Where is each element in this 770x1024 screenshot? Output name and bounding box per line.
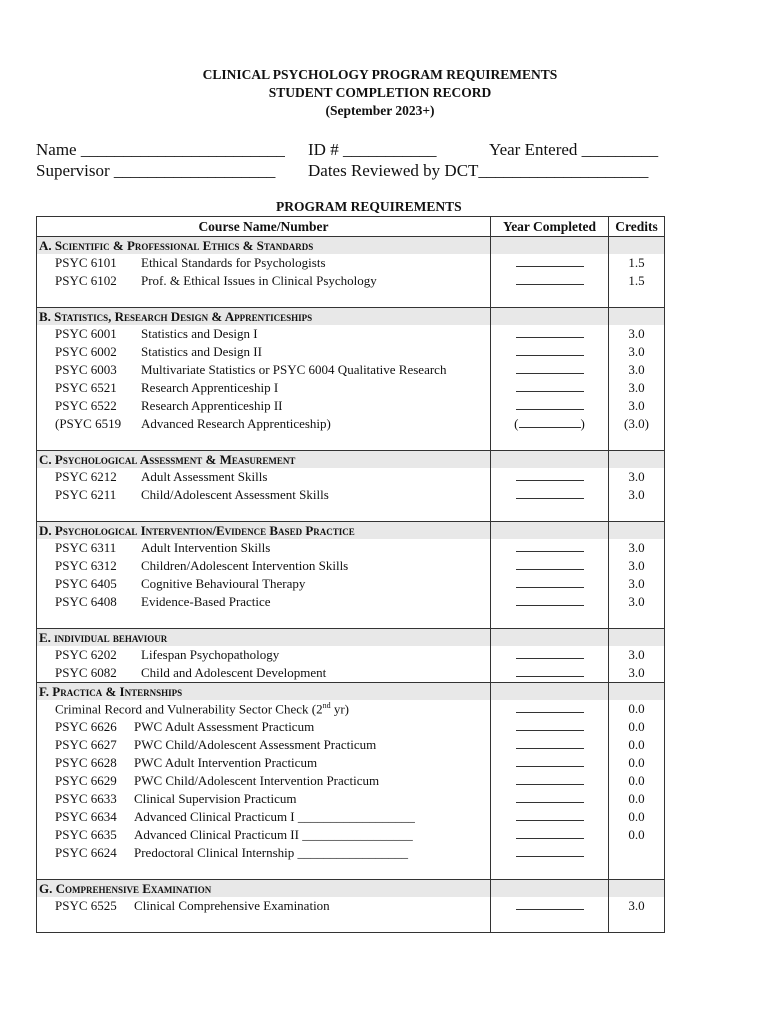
- form-title: CLINICAL PSYCHOLOGY PROGRAM REQUIREMENTS: [202, 67, 558, 82]
- table-row: [37, 379, 665, 397]
- course-name: PWC Child/Adolescent Intervention Practicum: [134, 773, 380, 788]
- section-b-header: [37, 308, 665, 326]
- table-row: [37, 397, 665, 415]
- year-completed-blank[interactable]: [516, 344, 584, 356]
- course-name: Statistics and Design I: [141, 326, 258, 341]
- course-code: PSYC 6082: [55, 665, 117, 680]
- credits-value: 3.0: [609, 325, 665, 343]
- section-title: F. Practica & Internships: [37, 683, 491, 701]
- course-name: Advanced Clinical Practicum II _________________: [134, 827, 413, 842]
- credits-column-header: Credits: [609, 217, 665, 237]
- course-code: PSYC 6312: [55, 558, 117, 573]
- table-row: [37, 736, 665, 754]
- program-requirements-heading: PROGRAM REQUIREMENTS: [276, 199, 462, 214]
- course-code: PSYC 6627: [55, 737, 117, 752]
- year-completed-blank[interactable]: [516, 845, 584, 857]
- table-row: [37, 664, 665, 683]
- course-code: PSYC 6633: [55, 791, 117, 806]
- section-g-header: [37, 880, 665, 898]
- section-f-header: [37, 683, 665, 701]
- credits-value: 0.0: [609, 826, 665, 844]
- form-date-range: (September 2023+): [325, 103, 435, 118]
- credits-value: 3.0: [609, 646, 665, 664]
- table-row: [37, 468, 665, 486]
- course-name: Research Apprenticeship II: [141, 398, 283, 413]
- course-code: (PSYC 6519: [55, 416, 122, 431]
- section-a-header: [37, 237, 665, 255]
- year-completed-blank[interactable]: [516, 362, 584, 374]
- section-d-header: [37, 522, 665, 540]
- credits-value: 0.0: [609, 754, 665, 772]
- section-title: D. Psychological Intervention/Evidence Based Practice: [37, 522, 491, 540]
- course-name: Cognitive Behavioural Therapy: [141, 576, 306, 591]
- table-row: [37, 700, 665, 718]
- year-completed-blank[interactable]: [516, 773, 584, 785]
- course-code: PSYC 6211: [55, 487, 117, 502]
- course-code: PSYC 6525: [55, 898, 117, 913]
- year-completed-blank[interactable]: [516, 809, 584, 821]
- year-completed-blank[interactable]: [516, 576, 584, 588]
- criminal-check-year: yr): [330, 701, 350, 717]
- credits-value: 3.0: [609, 575, 665, 593]
- course-name: Prof. & Ethical Issues in Clinical Psychology: [141, 273, 377, 288]
- credits-value: 0.0: [609, 808, 665, 826]
- course-code: PSYC 6624: [55, 845, 117, 860]
- requirements-table: [36, 216, 665, 933]
- table-row: [37, 897, 665, 915]
- credits-value: [609, 844, 665, 862]
- course-code: PSYC 6102: [55, 273, 117, 288]
- table-row: [37, 754, 665, 772]
- course-name: PWC Adult Assessment Practicum: [134, 719, 315, 734]
- open-paren: (: [514, 416, 519, 431]
- table-row: [37, 361, 665, 379]
- close-paren: ): [580, 416, 585, 431]
- course-code: PSYC 6408: [55, 594, 117, 609]
- credits-value: 3.0: [609, 379, 665, 397]
- credits-value: 3.0: [609, 397, 665, 415]
- credits-value: 3.0: [609, 486, 665, 504]
- table-row: [37, 772, 665, 790]
- table-row: [37, 575, 665, 593]
- course-name: Lifespan Psychopathology: [141, 647, 280, 662]
- course-name: Advanced Research Apprenticeship): [141, 416, 331, 431]
- year-column-header: Year Completed: [491, 217, 609, 237]
- year-entered-field[interactable]: Year Entered _________: [489, 140, 659, 159]
- section-title: B. Statistics, Research Design & Apprenticeships: [37, 308, 491, 326]
- course-code: PSYC 6002: [55, 344, 117, 359]
- course-code: PSYC 6212: [55, 469, 117, 484]
- course-name: PWC Child/Adolescent Assessment Practicum: [134, 737, 377, 752]
- course-name: Multivariate Statistics or PSYC 6004 Qualitative Research: [141, 362, 447, 377]
- credits-value: 3.0: [609, 468, 665, 486]
- course-name: Advanced Clinical Practicum I __________________: [134, 809, 415, 824]
- year-completed-blank[interactable]: [516, 273, 584, 285]
- course-code: PSYC 6522: [55, 398, 117, 413]
- year-completed-blank[interactable]: [516, 719, 584, 731]
- course-name: Research Apprenticeship I: [141, 380, 279, 395]
- year-completed-blank[interactable]: [516, 791, 584, 803]
- year-completed-blank[interactable]: [516, 647, 584, 659]
- course-code: PSYC 6003: [55, 362, 117, 377]
- year-completed-blank[interactable]: [519, 416, 581, 428]
- course-name: Child and Adolescent Development: [141, 665, 327, 680]
- credits-value: 3.0: [609, 664, 665, 683]
- course-code: PSYC 6101: [55, 255, 117, 270]
- credits-value: 1.5: [609, 272, 665, 290]
- course-column-header: Course Name/Number: [37, 217, 491, 237]
- table-row: [37, 826, 665, 844]
- year-completed-blank[interactable]: [516, 558, 584, 570]
- course-code: PSYC 6628: [55, 755, 117, 770]
- credits-value: (3.0): [609, 415, 665, 433]
- credits-value: 0.0: [609, 790, 665, 808]
- course-name: Children/Adolescent Intervention Skills: [141, 558, 349, 573]
- course-code: PSYC 6634: [55, 809, 117, 824]
- credits-value: 3.0: [609, 343, 665, 361]
- course-name: Statistics and Design II: [141, 344, 262, 359]
- section-title: A. Scientific & Professional Ethics & Standards: [37, 237, 491, 255]
- credits-value: 0.0: [609, 736, 665, 754]
- section-title: G. Comprehensive Examination: [37, 880, 491, 898]
- id-field[interactable]: ID # ___________: [308, 140, 437, 159]
- name-field[interactable]: Name ________________________: [36, 140, 285, 159]
- credits-value: 3.0: [609, 593, 665, 611]
- year-completed-blank[interactable]: [516, 487, 584, 499]
- year-completed-blank[interactable]: [516, 398, 584, 410]
- year-completed-blank[interactable]: [516, 380, 584, 392]
- year-completed-blank[interactable]: [516, 755, 584, 767]
- year-completed-blank[interactable]: [516, 665, 584, 677]
- criminal-check-label: Criminal Record and Vulnerability Sector Check (2: [55, 701, 323, 717]
- credits-value: 0.0: [609, 772, 665, 790]
- course-name: Adult Intervention Skills: [141, 540, 271, 555]
- table-header-row: [37, 217, 665, 237]
- section-e-header: [37, 629, 665, 647]
- year-completed-blank[interactable]: [516, 540, 584, 552]
- credits-value: 3.0: [609, 897, 665, 915]
- section-c-header: [37, 451, 665, 469]
- year-completed-blank[interactable]: [516, 469, 584, 481]
- course-code: PSYC 6311: [55, 540, 117, 555]
- course-name: Adult Assessment Skills: [141, 469, 268, 484]
- course-code: PSYC 6629: [55, 773, 117, 788]
- section-title: E. individual behaviour: [37, 629, 491, 647]
- credits-value: 0.0: [609, 718, 665, 736]
- form-subtitle: STUDENT COMPLETION RECORD: [268, 85, 492, 100]
- course-name: Clinical Comprehensive Examination: [134, 898, 330, 913]
- table-row: [37, 272, 665, 290]
- table-row: [37, 790, 665, 808]
- table-row: [37, 646, 665, 664]
- year-completed-blank[interactable]: [516, 898, 584, 910]
- table-row: [37, 539, 665, 557]
- table-row: [37, 343, 665, 361]
- table-row: [37, 486, 665, 504]
- course-code: PSYC 6202: [55, 647, 117, 662]
- course-name: Clinical Supervision Practicum: [134, 791, 297, 806]
- course-code: PSYC 6405: [55, 576, 117, 591]
- year-completed-blank[interactable]: [516, 594, 584, 606]
- table-row: [37, 718, 665, 736]
- course-code: PSYC 6001: [55, 326, 117, 341]
- year-completed-blank[interactable]: [516, 827, 584, 839]
- credits-value: 3.0: [609, 361, 665, 379]
- credits-value: 3.0: [609, 539, 665, 557]
- dates-reviewed-field[interactable]: Dates Reviewed by DCT____________________: [308, 161, 649, 180]
- year-completed-blank[interactable]: [516, 255, 584, 267]
- table-row: [37, 557, 665, 575]
- course-name: Ethical Standards for Psychologists: [141, 255, 326, 270]
- table-row: [37, 808, 665, 826]
- course-name: Child/Adolescent Assessment Skills: [141, 487, 329, 502]
- credits-value: 3.0: [609, 557, 665, 575]
- course-name: Evidence-Based Practice: [141, 594, 271, 609]
- supervisor-field[interactable]: Supervisor ___________________: [36, 161, 276, 180]
- table-row: [37, 325, 665, 343]
- year-completed-blank[interactable]: [516, 701, 584, 713]
- table-row: [37, 844, 665, 862]
- section-title: C. Psychological Assessment & Measurement: [37, 451, 491, 469]
- table-row: [37, 415, 665, 433]
- course-name: Predoctoral Clinical Internship _________________: [134, 845, 409, 860]
- course-code: PSYC 6521: [55, 380, 117, 395]
- year-completed-blank[interactable]: [516, 326, 584, 338]
- course-code: PSYC 6626: [55, 719, 117, 734]
- course-code: PSYC 6635: [55, 827, 117, 842]
- credits-value: 1.5: [609, 254, 665, 272]
- ordinal-suffix: nd: [322, 700, 331, 710]
- course-name: PWC Adult Intervention Practicum: [134, 755, 318, 770]
- table-row: [37, 593, 665, 611]
- year-completed-blank[interactable]: [516, 737, 584, 749]
- table-row: [37, 254, 665, 272]
- credits-value: 0.0: [609, 700, 665, 718]
